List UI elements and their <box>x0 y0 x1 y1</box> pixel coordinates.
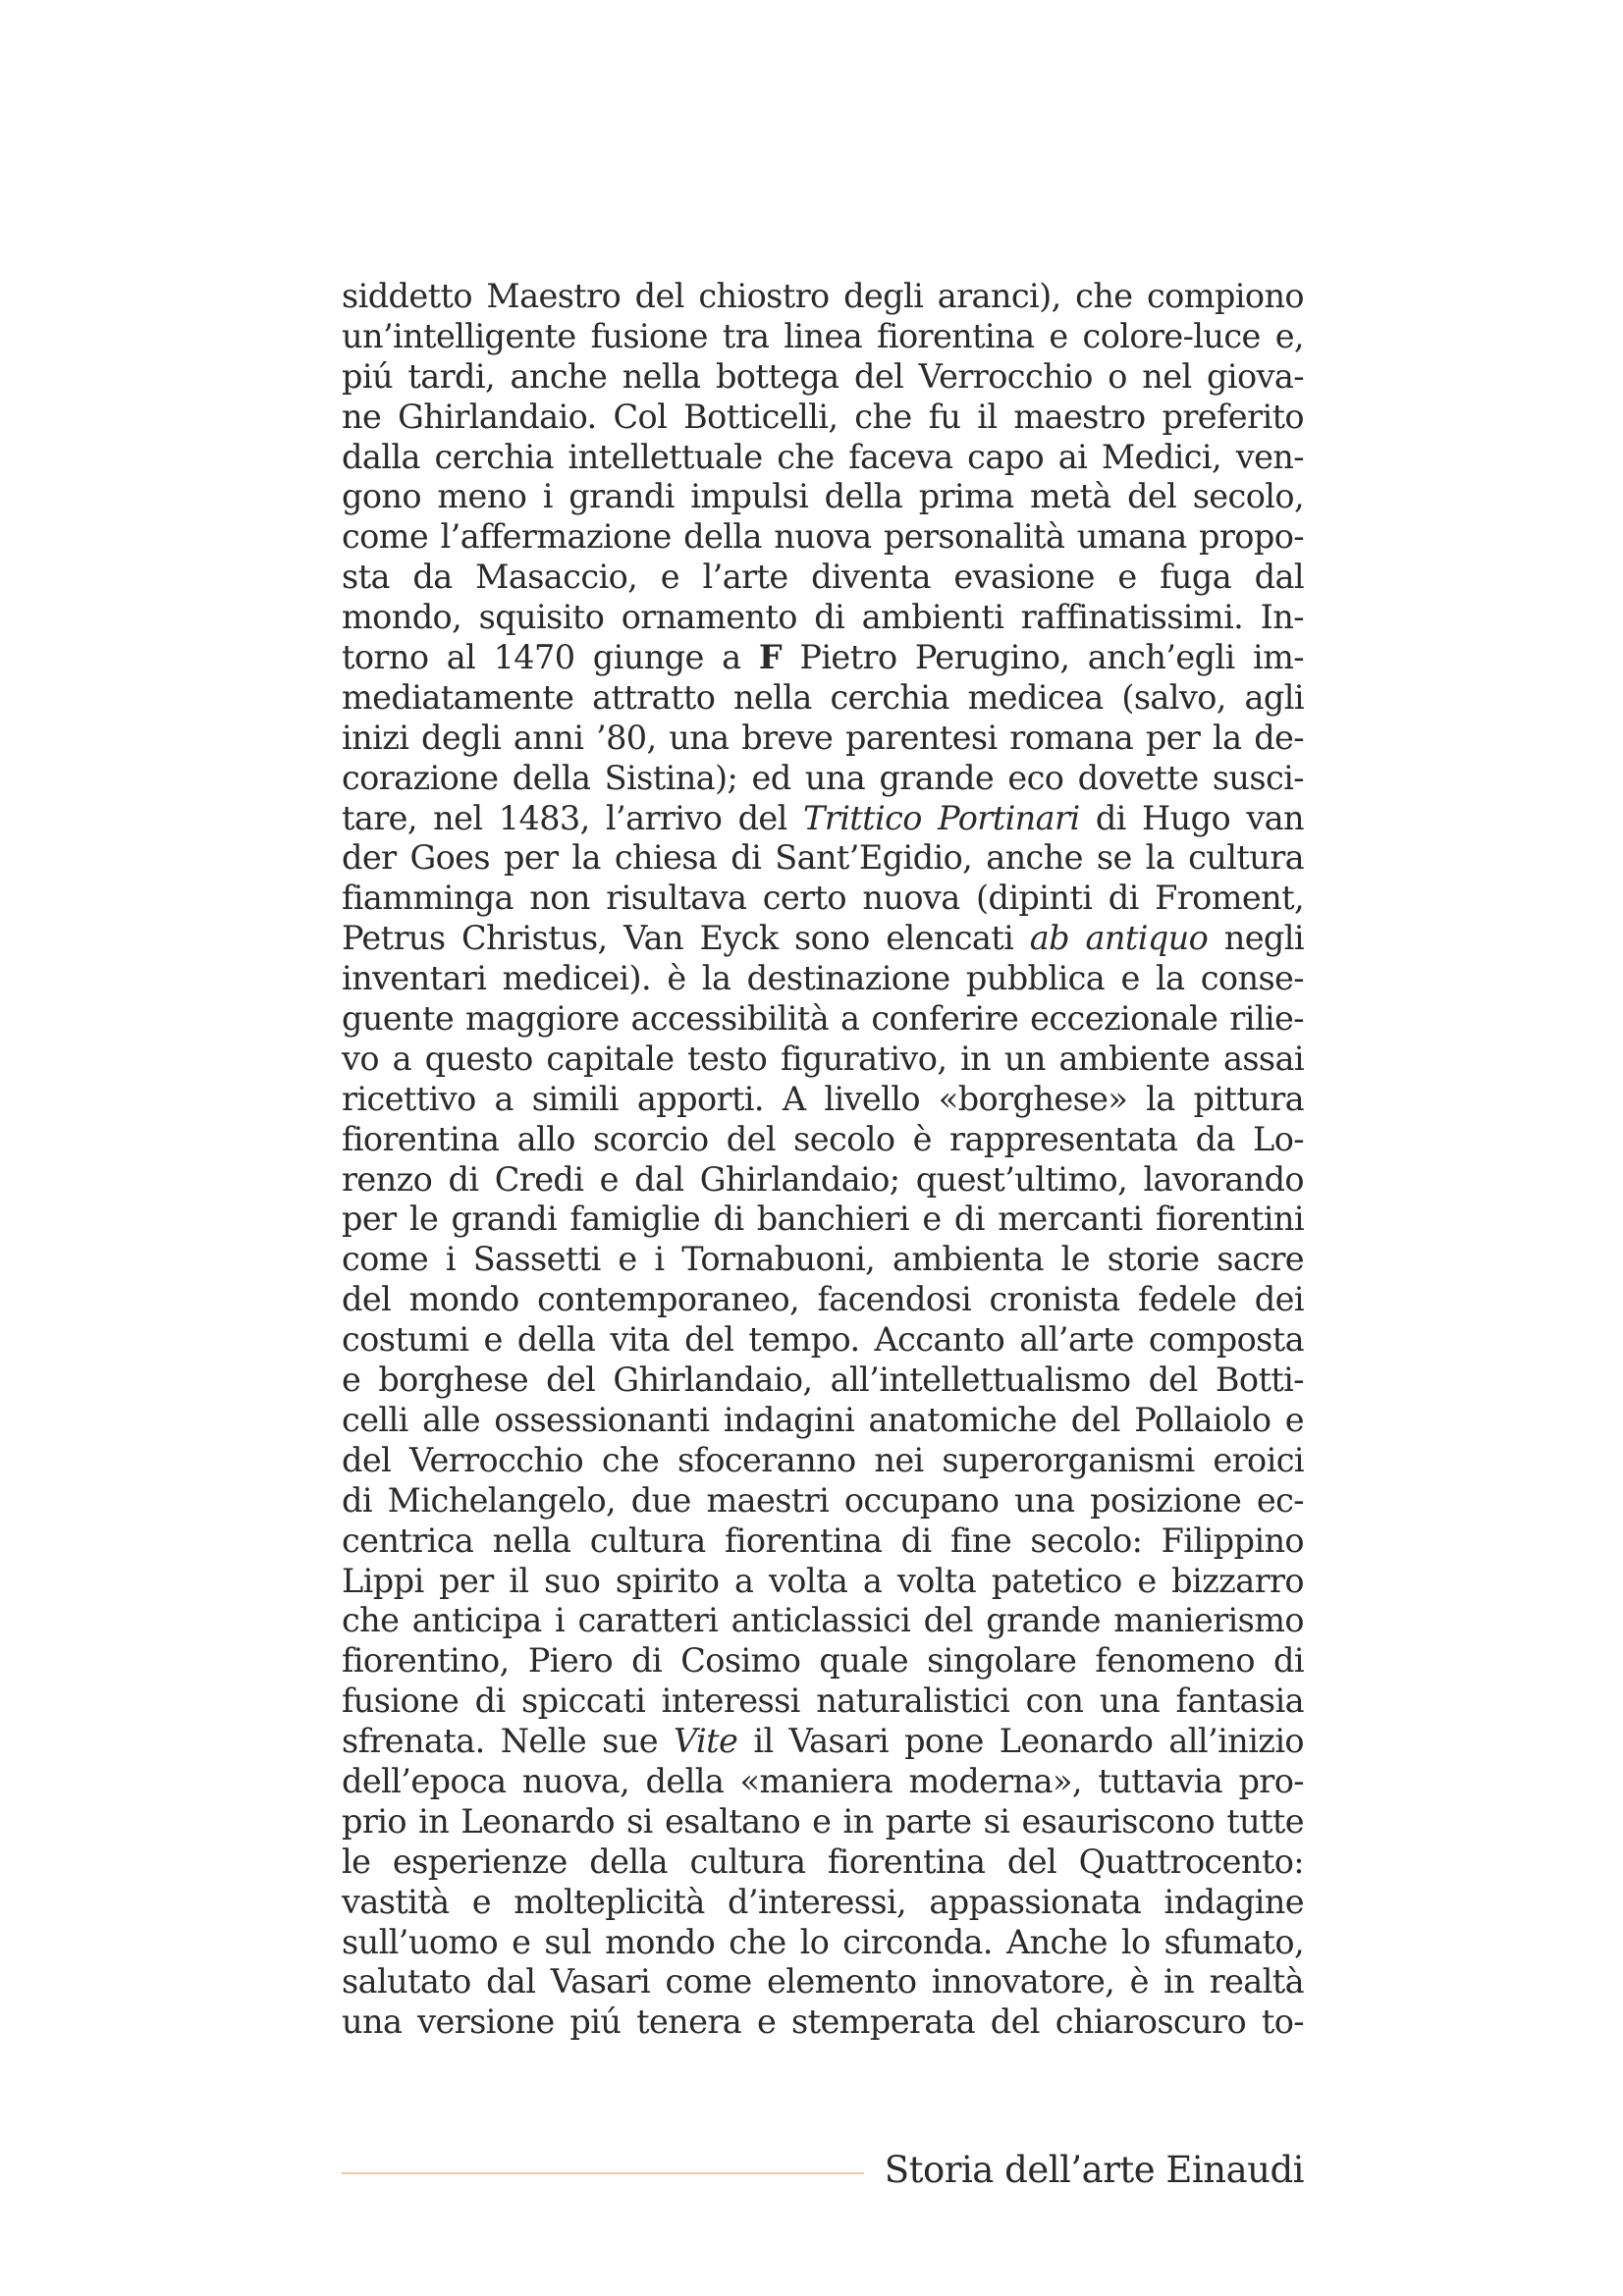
text-segment: renzo di Credi e dal Ghirlandaio; quest’ultimo, lavorando <box>342 1159 1304 1199</box>
text-line <box>342 1962 1304 2002</box>
text-segment: torno al 1470 giunge a <box>342 638 759 677</box>
text-segment: fiorentina allo scorcio del secolo è rappresentata da Lo- <box>342 1119 1304 1158</box>
text-segment: costumi e della vita del tempo. Accanto all’arte composta <box>342 1320 1304 1360</box>
text-line <box>342 838 1304 879</box>
text-line <box>342 1842 1304 1883</box>
text-segment: sta da Masaccio, e l’arte diventa evasione e fuga dal <box>342 558 1304 597</box>
text-segment: sull’uomo e sul mondo che lo circonda. Anche lo sfumato, <box>342 1922 1304 1961</box>
text-line <box>342 517 1304 558</box>
text-line <box>342 999 1304 1040</box>
text-line <box>342 1601 1304 1641</box>
text-segment: Pietro Perugino, anch’egli im- <box>782 638 1304 677</box>
page-footer <box>342 2146 1304 2195</box>
text-line <box>342 1883 1304 1923</box>
text-line <box>342 1160 1304 1201</box>
text-segment: celli alle ossessionanti indagini anatomiche del Pollaiolo e <box>342 1400 1304 1439</box>
text-segment: corazione della Sistina); ed una grande eco dovette susci- <box>342 758 1304 797</box>
text-line <box>342 1802 1304 1842</box>
bold-text: F <box>758 638 783 677</box>
text-line <box>342 719 1304 759</box>
text-segment: mediatamente attratto nella cerchia medicea (salvo, agli <box>342 677 1304 717</box>
text-segment: dalla cerchia intellettuale che faceva capo ai Medici, ven- <box>342 437 1304 476</box>
text-line <box>342 1762 1304 1802</box>
text-line <box>342 799 1304 839</box>
text-line <box>342 2002 1304 2043</box>
text-line <box>342 1522 1304 1562</box>
text-segment: mondo, squisito ornamento di ambienti raffinatissimi. In- <box>342 598 1304 637</box>
text-line <box>342 1040 1304 1080</box>
text-line <box>342 759 1304 799</box>
text-line <box>342 357 1304 398</box>
text-segment: sfrenata. Nelle sue <box>342 1722 675 1761</box>
text-line <box>342 1200 1304 1240</box>
text-segment: prio in Leonardo si esaltano e in parte si esauriscono tutte <box>342 1801 1304 1841</box>
text-segment: le esperienze della cultura fiorentina del Quattrocento: <box>342 1842 1304 1881</box>
text-segment: siddetto Maestro del chiostro degli aranci), che compiono <box>342 277 1304 315</box>
text-segment: del mondo contemporaneo, facendosi cronista fedele dei <box>342 1280 1304 1319</box>
text-segment: come l’affermazione della nuova personalità umana propo- <box>342 517 1304 557</box>
text-segment: un’intelligente fusione tra linea fiorentina e colore-luce e, <box>342 316 1304 355</box>
text-segment: negli <box>1208 919 1304 958</box>
text-segment: il Vasari pone Leonardo all’inizio <box>737 1722 1305 1761</box>
text-segment: dell’epoca nuova, della «maniera moderna», tuttavia pro- <box>342 1761 1304 1800</box>
text-line <box>342 1562 1304 1602</box>
text-line <box>342 477 1304 517</box>
text-line <box>342 678 1304 719</box>
text-line <box>342 317 1304 357</box>
text-segment: che anticipa i caratteri anticlassici del grande manierismo <box>342 1601 1304 1640</box>
text-segment: una versione piú tenera e stemperata del chiaroscuro to- <box>342 2002 1304 2042</box>
text-line <box>342 1320 1304 1361</box>
text-line <box>342 879 1304 919</box>
text-line <box>342 1080 1304 1120</box>
text-segment: inizi degli anni ’80, una breve parentesi romana per la de- <box>342 718 1304 757</box>
text-segment: inventari medicei). è la destinazione pubblica e la conse- <box>342 959 1304 998</box>
text-line <box>342 558 1304 598</box>
text-line <box>342 1240 1304 1280</box>
text-line <box>342 1361 1304 1401</box>
body-text <box>342 277 1304 2043</box>
text-line <box>342 959 1304 999</box>
text-line <box>342 1722 1304 1762</box>
text-segment: gono meno i grandi impulsi della prima metà del secolo, <box>342 477 1304 516</box>
text-segment: piú tardi, anche nella bottega del Verrocchio o nel giova- <box>342 356 1304 396</box>
text-line <box>342 1641 1304 1682</box>
text-segment: fiorentino, Piero di Cosimo quale singolare fenomeno di <box>342 1641 1304 1681</box>
text-segment: centrica nella cultura fiorentina di fine secolo: Filippino <box>342 1521 1304 1560</box>
text-line <box>342 1280 1304 1320</box>
text-segment: di Hugo van <box>1079 798 1304 837</box>
text-line <box>342 1481 1304 1522</box>
text-line <box>342 1923 1304 1963</box>
text-line <box>342 1120 1304 1160</box>
text-segment: guente maggiore accessibilità a conferire eccezionale rilie- <box>342 999 1304 1039</box>
text-line <box>342 1441 1304 1481</box>
text-segment: tare, nel 1483, l’arrivo del <box>342 798 804 837</box>
italic-text: ab antiquo <box>1029 919 1209 958</box>
text-segment: fiamminga non risultava certo nuova (dipinti di Froment, <box>342 879 1304 918</box>
footer-rule <box>342 2172 864 2174</box>
text-line <box>342 398 1304 438</box>
text-segment: di Michelangelo, due maestri occupano una posizione ec- <box>342 1480 1304 1520</box>
italic-text: Trittico Portinari <box>803 798 1080 837</box>
text-segment: der Goes per la chiesa di Sant’Egidio, anche se la cultura <box>342 838 1304 878</box>
text-line <box>342 1682 1304 1722</box>
text-segment: per le grandi famiglie di banchieri e di mercanti fiorentini <box>342 1200 1304 1239</box>
text-segment: come i Sassetti e i Tornabuoni, ambienta le storie sacre <box>342 1240 1304 1279</box>
text-line <box>342 277 1304 317</box>
text-segment: del Verrocchio che sfoceranno nei superorganismi eroici <box>342 1440 1304 1479</box>
text-line <box>342 438 1304 478</box>
text-segment: Lippi per il suo spirito a volta a volta patetico e bizzarro <box>342 1561 1304 1600</box>
text-segment: Petrus Christus, Van Eyck sono elencati <box>342 919 1030 958</box>
text-segment: salutato dal Vasari come elemento innovatore, è in realtà <box>342 1962 1304 2002</box>
italic-text: Vite <box>674 1722 738 1761</box>
text-segment: fusione di spiccati interessi naturalistici con una fantasia <box>342 1682 1304 1721</box>
text-segment: vastità e molteplicità d’interessi, appassionata indagine <box>342 1882 1304 1921</box>
text-segment: ne Ghirlandaio. Col Botticelli, che fu il maestro preferito <box>342 397 1304 436</box>
text-line <box>342 1401 1304 1441</box>
footer-series-title: Storia dell’arte Einaudi <box>884 2149 1304 2191</box>
text-segment: e borghese del Ghirlandaio, all’intellettualismo del Botti- <box>342 1361 1304 1400</box>
text-segment: ricettivo a simili apporti. A livello «borghese» la pittura <box>342 1079 1304 1118</box>
text-line <box>342 638 1304 678</box>
text-line <box>342 919 1304 959</box>
text-line <box>342 598 1304 638</box>
text-segment: vo a questo capitale testo figurativo, in un ambiente assai <box>342 1039 1304 1078</box>
